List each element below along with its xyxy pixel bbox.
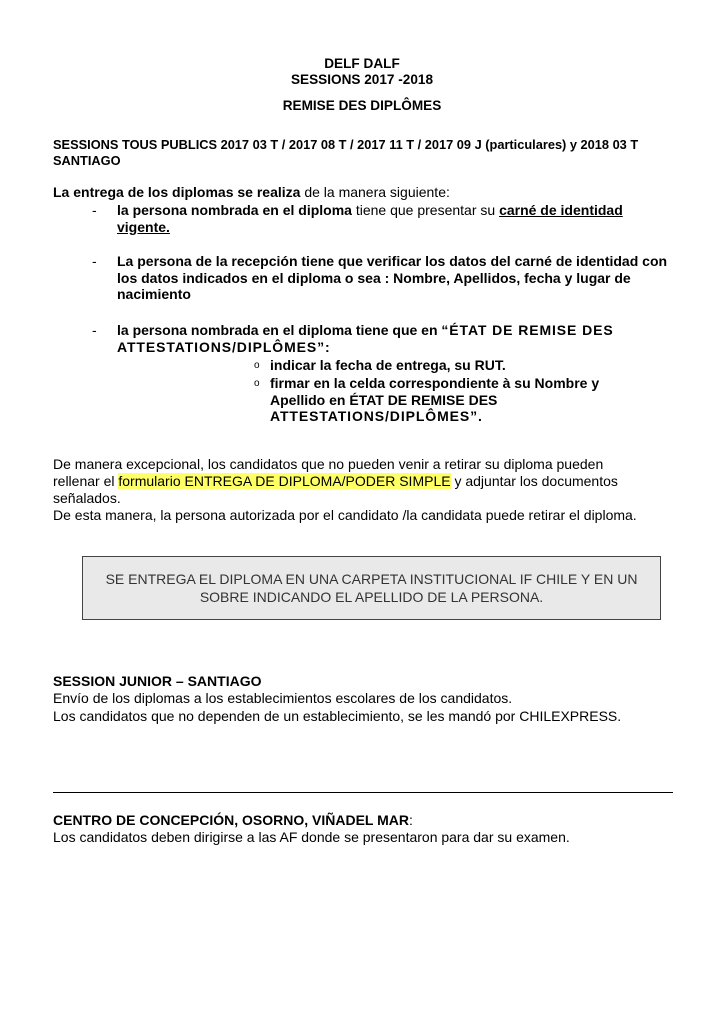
junior-line2: Los candidatos que no dependen de un establecimiento, se les mandó por CHILEXPRESS. [53, 708, 622, 724]
centro-line1: Los candidatos deben dirigirse a las AF donde se presentaron para dar su examen. [53, 829, 570, 845]
centro-heading [53, 812, 683, 829]
exception-line4: De esta manera, la persona autorizada por el candidato /la candidata puede retirar el diploma. [53, 507, 637, 523]
form-link-highlight[interactable]: formulario ENTREGA DE DIPLOMA/PODER SIMPLE [118, 473, 451, 489]
header-title: DELF DALF [324, 56, 400, 71]
exception-post: y adjuntar los documentos [450, 473, 618, 489]
list-item-3-text [117, 322, 672, 355]
header-remise: REMISE DES DIPLÔMES [282, 98, 442, 113]
sub-item-2 [254, 375, 650, 425]
item1-mid: tiene que presentar su [351, 202, 500, 218]
exception-line3: señalados. [53, 490, 121, 506]
intro-rest: de la manera siguiente: [300, 184, 450, 200]
horizontal-divider [53, 792, 673, 793]
centro-colon: : [409, 812, 413, 828]
notice-box: SE ENTREGA EL DIPLOMA EN UNA CARPETA INSTITUCIONAL IF CHILE Y EN UN SOBRE INDICANDO EL APELLIDO DE LA PERSONA. [82, 556, 661, 620]
sessions-public-line1: SESSIONS TOUS PUBLICS 2017 03 T / 2017 08 T / 2017 11 T / 2017 09 J (particulares) y 2018 03 T [53, 137, 639, 152]
header-sessions: SESSIONS 2017 -2018 [290, 72, 434, 87]
list-item-1 [92, 202, 682, 236]
intro-bold: La entrega de los diplomas se realiza [53, 184, 301, 200]
list-item-3 [92, 322, 682, 356]
sub-item-2-text-a: firmar en la celda correspondiente à su Nombre y Apellido en ÉTAT DE REMISE DES [270, 375, 600, 408]
sub-item-1 [254, 357, 650, 374]
centro-heading-text: CENTRO DE CONCEPCIÓN, OSORNO, VIÑADEL MAR [53, 812, 409, 828]
list-item-2 [92, 253, 682, 305]
exception-pre: rellenar el [53, 473, 119, 489]
item1-underlined: carné de identidad vigente. [117, 202, 623, 235]
list-item-2-text: La persona de la recepción tiene que verificar los datos del carné de identidad con los datos indicados en el diploma o sea : Nombre, Apellidos, fecha y lugar de nacimiento [117, 253, 668, 302]
list-item-1-text [117, 202, 672, 235]
exception-line2 [53, 473, 683, 490]
item3-text-b: “ÉTAT DE REMISE DES ATTESTATIONS/DIPLÔMES”: [117, 322, 614, 355]
junior-line1: Envío de los diplomas a los establecimientos escolares de los candidatos. [53, 690, 513, 706]
dash-marker: - [92, 253, 97, 269]
item3-text-a: la persona nombrada en el diploma tiene que en [117, 322, 442, 338]
sessions-public-line2: SANTIAGO [53, 153, 121, 168]
exception-line1: De manera excepcional, los candidatos que no pueden venir a retirar su diploma pueden [53, 456, 604, 472]
dash-marker: - [92, 202, 97, 218]
item1-bold: la persona nombrada en el diploma [117, 202, 352, 218]
sessions-public-heading [53, 137, 693, 169]
circle-bullet-icon: o [254, 378, 260, 389]
dash-marker: - [92, 322, 97, 338]
intro-line [53, 184, 683, 200]
circle-bullet-icon: o [254, 360, 260, 371]
junior-heading: SESSION JUNIOR – SANTIAGO [53, 673, 262, 689]
sub-item-2-text-b: ATTESTATIONS/DIPLÔMES”. [270, 408, 483, 424]
sub-item-1-text: indicar la fecha de entrega, su RUT. [270, 357, 506, 373]
